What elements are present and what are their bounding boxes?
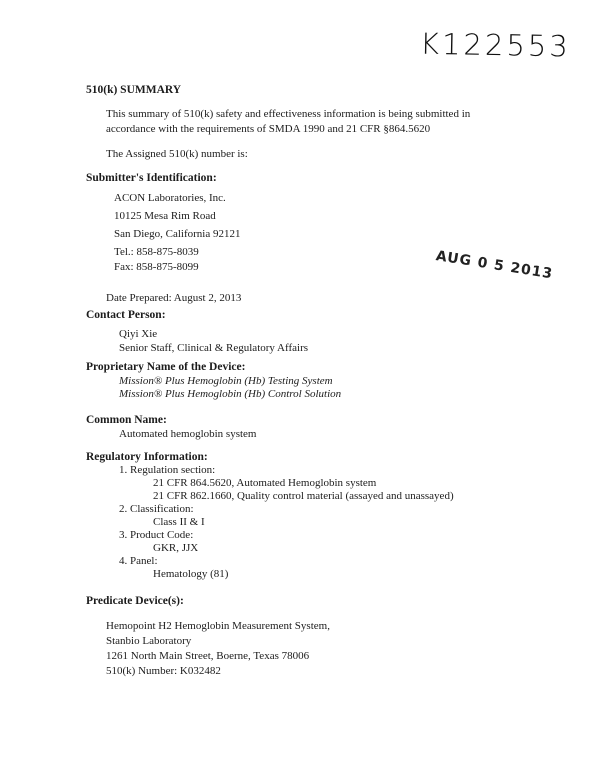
contact-name: Qiyi Xie: [119, 328, 158, 340]
handwritten-510k-number: K122553: [419, 26, 572, 64]
submitter-street: 10125 Mesa Rim Road: [114, 210, 216, 222]
predicate-address: 1261 North Main Street, Boerne, Texas 78006: [106, 650, 310, 662]
date-prepared: Date Prepared: August 2, 2013: [106, 292, 242, 304]
panel-label: 4. Panel:: [119, 555, 158, 567]
submitter-tel: Tel.: 858-875-8039: [114, 246, 199, 258]
regulation-section-label: 1. Regulation section:: [119, 464, 216, 476]
product-code-value: GKR, JJX: [153, 542, 199, 554]
classification-label: 2. Classification:: [119, 503, 194, 515]
predicate-company: Stanbio Laboratory: [106, 635, 192, 647]
submitter-city: San Diego, California 92121: [114, 228, 241, 240]
contact-heading: Contact Person:: [86, 309, 166, 321]
common-name-heading: Common Name:: [86, 414, 167, 426]
regulation-section-value-1: 21 CFR 864.5620, Automated Hemoglobin system: [153, 477, 377, 489]
assigned-number-text: The Assigned 510(k) number is:: [106, 148, 248, 160]
common-name-value: Automated hemoglobin system: [119, 428, 257, 440]
summary-intro-line1: This summary of 510(k) safety and effectiveness information is being submitted in: [106, 108, 471, 120]
submitter-heading: Submitter's Identification:: [86, 172, 217, 184]
received-date-stamp: AUG 0 5 2013: [434, 248, 555, 283]
submitter-company: ACON Laboratories, Inc.: [114, 192, 226, 204]
summary-intro-line2: accordance with the requirements of SMDA 1990 and 21 CFR §864.5620: [106, 123, 431, 135]
classification-value: Class II & I: [153, 516, 205, 528]
summary-title: 510(k) SUMMARY: [86, 84, 182, 96]
predicate-heading: Predicate Device(s):: [86, 595, 184, 607]
submitter-fax: Fax: 858-875-8099: [114, 261, 199, 273]
panel-value: Hematology (81): [153, 568, 229, 580]
predicate-name: Hemopoint H2 Hemoglobin Measurement System,: [106, 620, 330, 632]
contact-title: Senior Staff, Clinical & Regulatory Affairs: [119, 342, 309, 354]
proprietary-heading: Proprietary Name of the Device:: [86, 361, 246, 373]
product-code-label: 3. Product Code:: [119, 529, 194, 541]
proprietary-name-1: Mission® Plus Hemoglobin (Hb) Testing System: [119, 375, 333, 387]
proprietary-name-2: Mission® Plus Hemoglobin (Hb) Control Solution: [119, 388, 342, 400]
regulatory-heading: Regulatory Information:: [86, 451, 208, 463]
regulation-section-value-2: 21 CFR 862.1660, Quality control material (assayed and unassayed): [153, 490, 454, 502]
predicate-510k-number: 510(k) Number: K032482: [106, 665, 221, 677]
